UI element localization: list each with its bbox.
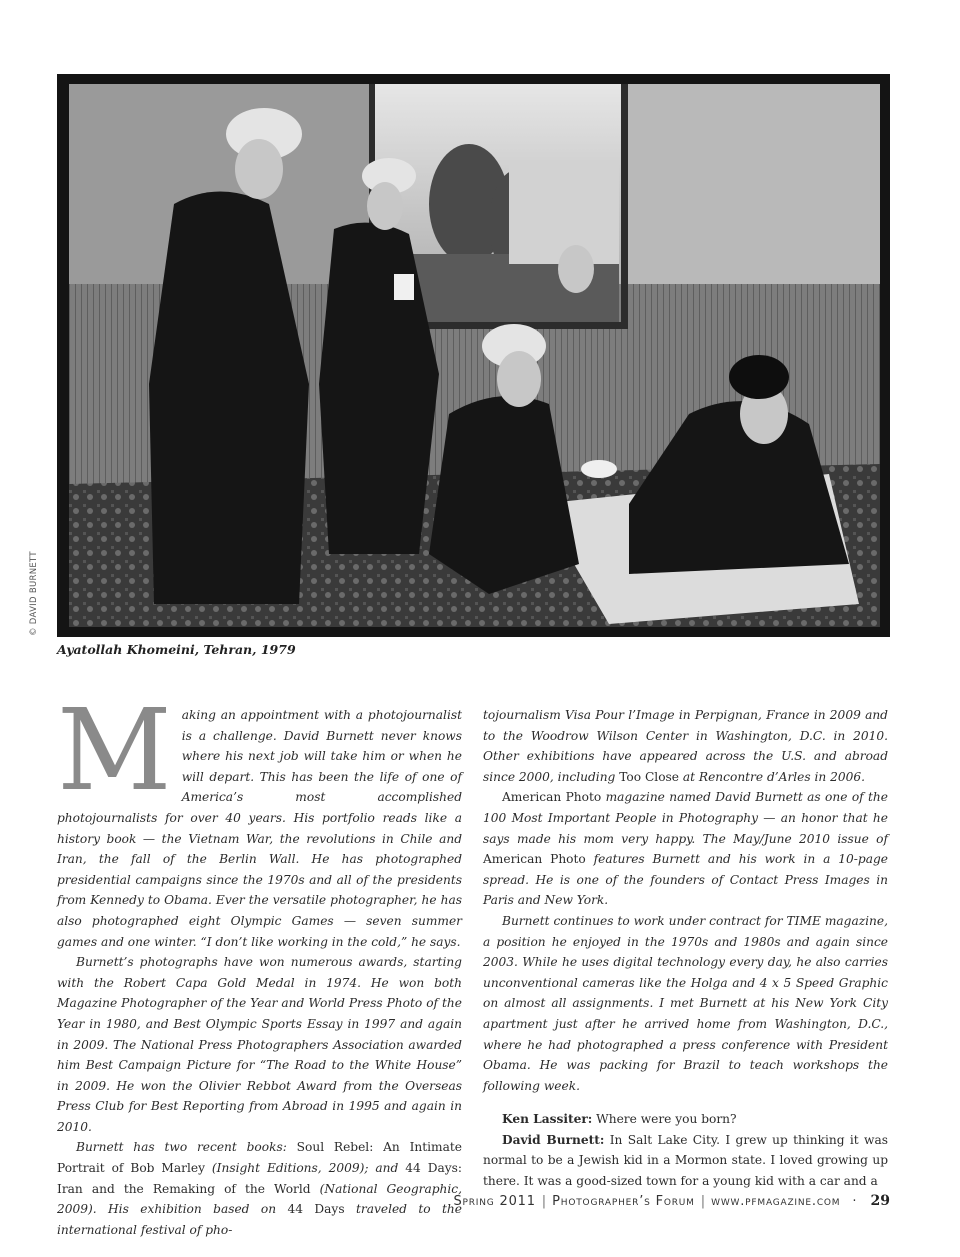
text-run: American Photo bbox=[502, 790, 602, 805]
text-run: magazine named David Burnett as one of the 100 Most Important People in Photography — an honor that he says made his mom very happy. The May/June 2010 issue of bbox=[483, 790, 888, 846]
text-run: 44 Days bbox=[287, 1202, 345, 1217]
speaker-name: Ken Lassiter: bbox=[502, 1112, 593, 1127]
page-number: 29 bbox=[870, 1193, 890, 1209]
text-run: at Rencontre d’Arles in 2006. bbox=[679, 769, 866, 784]
text-run: tojournalism Visa Pour l’Image in Perpignan, France in 2009 and to the Woodrow Wilson Center in Washington, D.C. in 2010. Other exhibitions have appeared across the U.S. and abroad since 2000, including bbox=[483, 708, 888, 784]
right-column-paragraphs bbox=[483, 705, 888, 1096]
article-paragraph bbox=[57, 1137, 462, 1240]
speaker-text: In Salt Lake City. I grew up thinking it was normal to be a Jewish kid in a Mormon state. I loved growing up there. It was a good-sized town for a young kid with a car and a bbox=[483, 1132, 888, 1189]
khomeini-photograph bbox=[69, 84, 880, 627]
text-run: Too Close bbox=[619, 769, 679, 784]
speaker-text: Where were you born? bbox=[592, 1112, 737, 1127]
footer-issue: Spring 2011 bbox=[453, 1194, 536, 1209]
article-column-left bbox=[57, 686, 462, 1240]
text-run: Soul Rebel: An Intimate Portrait of Bob Marley bbox=[57, 1140, 462, 1176]
footer-separator: | bbox=[700, 1194, 706, 1209]
footer-magazine: Photographer’s Forum bbox=[552, 1194, 695, 1209]
text-run: aking an appointment with a photojournalist is a challenge. David Burnett never knows where his next job will take him or when he will depart. This has been the life of one of America’s most accomplished photojournalists for over 40 years. His portfolio reads like a history book — the Vietnam War, the revolutions in Chile and Iran, the fall of the Berlin Wall. He has photographed presidential campaigns since the 1970s and all of the presidents from Kennedy to Obama. Ever the versatile photographer, he has also photographed eight Olympic Games — seven summer games and one winter. “I don’t like working in the cold,” he says. bbox=[57, 708, 462, 949]
text-run: (Insight Editions, 2009); and bbox=[204, 1161, 406, 1176]
photo-frame bbox=[57, 74, 890, 637]
speaker-name: David Burnett: bbox=[502, 1132, 605, 1147]
article-column-right bbox=[483, 705, 888, 1192]
text-run: Burnett continues to work under contract for TIME magazine, a position he enjoyed in the 1970s and 1980s and again since 2003. While he uses digital technology every day, he also carries unconventional cameras like the Holga and 4 x 5 Speed Graphic on almost all assignments. I met Burnett at his New York City apartment just after he arrived home from Washington, D.C., where he had photographed a press conference with President Obama. He was packing for Brazil to teach workshops the following week. bbox=[483, 913, 888, 1093]
interview-line bbox=[483, 1109, 888, 1130]
article-paragraph bbox=[57, 952, 462, 1137]
text-run: Burnett’s photographs have won numerous awards, starting with the Robert Capa Gold Medal in 1974. He won both Magazine Photographer of the Year and World Press Photo of the Year in 1980, and Best Olympic Sports Essay in 1997 and again in 2009. The National Press Photographers Association awarded him Best Campaign Picture for “The Road to the White House” in 2009. He won the Olivier Rebbot Award from the Overseas Press Club for Best Reporting from Abroad in 1995 and again in 2010. bbox=[57, 955, 462, 1134]
interview-section bbox=[483, 1109, 888, 1191]
text-run: traveled to the international festival of pho- bbox=[57, 1202, 462, 1237]
text-run: features Burnett and his work in a 10-page spread. He is one of the founders of Contact Press Images in Paris and New York. bbox=[483, 852, 888, 908]
article-paragraph bbox=[483, 705, 888, 787]
footer-website: www.pfmagazine.com bbox=[711, 1194, 841, 1209]
photo-caption: Ayatollah Khomeini, Tehran, 1979 bbox=[57, 642, 296, 657]
text-run: 44 Days: Iran and the Remaking of the World bbox=[57, 1161, 462, 1196]
article-paragraph bbox=[483, 911, 888, 1096]
drop-cap: M bbox=[57, 686, 172, 816]
page-footer bbox=[453, 1193, 890, 1209]
text-run: (National Geographic, 2009). His exhibition based on bbox=[57, 1181, 462, 1217]
article-paragraph bbox=[483, 787, 888, 911]
text-run: Burnett has two recent books: bbox=[76, 1140, 297, 1155]
footer-dot: · bbox=[852, 1194, 857, 1209]
footer-separator: | bbox=[541, 1194, 547, 1209]
interview-line bbox=[483, 1130, 888, 1192]
text-run: American Photo bbox=[483, 852, 586, 867]
photo-credit: © DAVID BURNETT bbox=[29, 551, 39, 636]
